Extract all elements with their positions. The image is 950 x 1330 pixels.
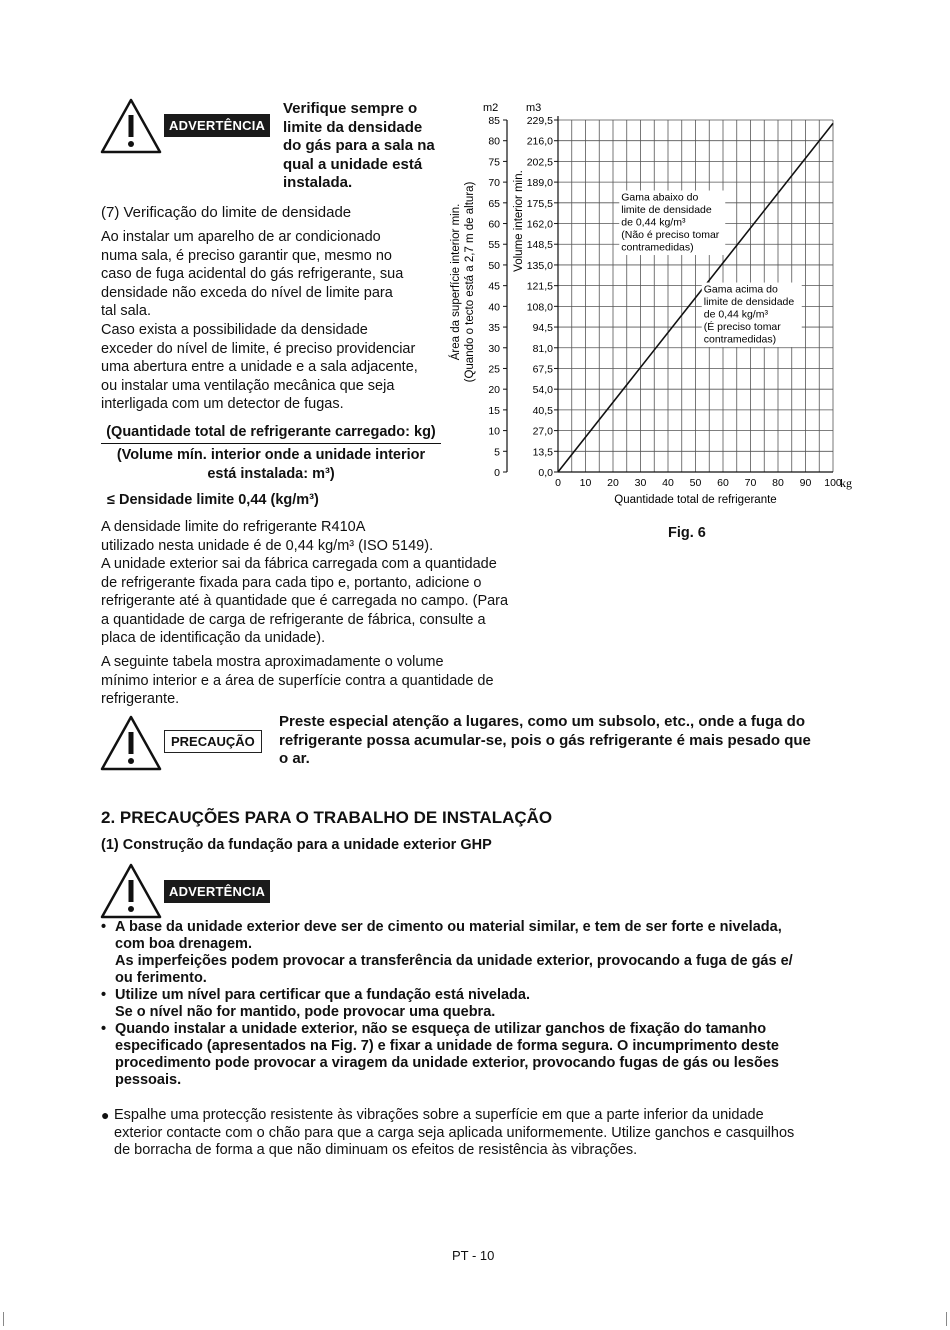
x-tick-label: 100	[824, 477, 842, 489]
section7-title: (7) Verificação do limite de densidade	[101, 204, 352, 221]
section7-para2: Caso exista a possibilidade da densidade exceder do nível de limite, é preciso providenciar uma abertura entre a unidade e a sala adjacente, ou instalar uma ventilação mecânica que seja interligada com um detector de fugas.	[101, 322, 418, 413]
section2-title: 2. PRECAUÇÕES PARA O TRABALHO DE INSTALAÇÃO	[101, 808, 553, 827]
annotation-text: limite de densidade	[621, 204, 712, 217]
section7-para4: A unidade exterior sai da fábrica carregada com a quantidade de refrigerante fixada para cada tipo e, portanto, adicione o refrigerante até à quantidade que é carregada no campo. (Para a quantidade de carga de refrigerante de fábrica, consulte a placa de identificação da unidade).	[101, 556, 509, 647]
volume-axis-title: Volume interior min.	[513, 170, 525, 272]
x-axis-label: Quantidade total de refrigerante	[614, 494, 777, 506]
area-tick-label: 50	[488, 259, 500, 272]
bullet-dot-icon: •	[101, 1021, 107, 1037]
bullet-dot-icon: •	[101, 919, 107, 935]
x-tick-label: 50	[689, 477, 702, 489]
caution-triangle-icon	[99, 714, 163, 772]
x-tick-label: 20	[607, 477, 619, 489]
area-tick-label: 85	[488, 115, 500, 127]
volume-tick-label: 121,5	[526, 280, 553, 293]
x-tick-label: 70	[744, 477, 757, 489]
volume-tick-label: 108,0	[526, 301, 553, 314]
area-tick-label: 30	[488, 342, 500, 355]
bullet-dot-icon: •	[101, 987, 107, 1003]
area-tick-label: 65	[488, 197, 500, 210]
x-tick-label: 80	[772, 477, 784, 489]
filled-circle-bullet-icon: ●	[101, 1107, 110, 1123]
bullet-item: • Utilize um nível para certificar que a fundação está nivelada. Se o nível não for mantido, pode provocar uma quebra.	[101, 987, 531, 1020]
x-tick-label: 10	[579, 477, 592, 489]
crop-mark	[946, 1312, 947, 1326]
formula-limit: ≤ Densidade limite 0,44 (kg/m³)	[107, 492, 319, 508]
formula-numerator: (Quantidade total de refrigerante carregado: kg)	[106, 424, 436, 440]
area-axis-subtitle: (Quando o tecto está a 2,7 m de altura)	[464, 181, 476, 383]
annotation-text: de 0,44 kg/m³	[703, 308, 768, 321]
x-tick-label: 40	[662, 477, 674, 489]
area-tick-label: 0	[494, 467, 500, 479]
warning-triangle-icon-2	[99, 862, 163, 920]
bullet-item: • A base da unidade exterior deve ser de cimento ou material similar, e tem de ser forte e nivelada, com boa drenagem. As imperfeições podem provocar a transferência da unidade exterior, provocando a fuga de gás e/ ou ferimento.	[101, 919, 793, 986]
x-unit-label: kg	[840, 476, 852, 490]
volume-tick-label: 162,0	[526, 218, 553, 231]
area-tick-label: 55	[488, 239, 500, 252]
area-tick-label: 75	[488, 156, 500, 169]
warning-badge: ADVERTÊNCIA	[164, 114, 270, 137]
volume-tick-label: 54,0	[532, 384, 553, 397]
area-tick-label: 25	[488, 363, 500, 376]
density-chart	[440, 95, 870, 515]
area-tick-label: 60	[488, 218, 500, 231]
area-tick-label: 80	[488, 135, 500, 148]
section7-para1: Ao instalar um aparelho de ar condicionado numa sala, é preciso garantir que, mesmo no caso de fuga acidental do gás refrigerante, sua densidade não exceda do nível de limite para tal sala.	[101, 229, 404, 320]
area-tick-label: 10	[488, 425, 500, 438]
area-tick-label: 5	[494, 446, 500, 459]
warning-triangle-icon	[99, 97, 163, 155]
x-tick-label: 60	[717, 477, 729, 489]
annotation-text: (Não é preciso tomar	[621, 229, 720, 242]
volume-tick-label: 40,5	[532, 404, 553, 417]
annotation-text: de 0,44 kg/m³	[621, 216, 686, 229]
volume-tick-label: 189,0	[526, 177, 553, 190]
formula-denominator: (Volume mín. interior onde a unidade interior está instalada: m³)	[116, 447, 426, 482]
bullet-item: • Quando instalar a unidade exterior, não se esqueça de utilizar ganchos de fixação do tamanho especificado (apresentados na Fig. 7) e fixar a unidade de forma segura. O incumprimento deste procedimento pode provocar a viragem da unidade exterior, provocando fugas de gás ou lesões pessoais.	[101, 1021, 779, 1088]
annotation-text: limite de densidade	[703, 296, 795, 309]
annotation-text: (É preciso tomar	[703, 321, 781, 334]
area-tick-label: 45	[488, 280, 500, 293]
volume-tick-label: 229,5	[526, 115, 553, 127]
area-tick-label: 70	[488, 177, 500, 190]
area-tick-label: 20	[488, 384, 500, 397]
annotation-text: contramedidas)	[621, 241, 694, 254]
volume-tick-label: 94,5	[532, 322, 553, 335]
precaution-text: Preste especial atenção a lugares, como um subsolo, etc., onde a fuga do refrigerante possa acumular-se, pois o gás refrigerante é mais pesado que o ar.	[279, 713, 811, 767]
volume-tick-label: 67,5	[532, 363, 553, 376]
volume-tick-label: 216,0	[526, 135, 553, 148]
volume-tick-label: 27,0	[532, 425, 553, 438]
annotation-text: contramedidas)	[703, 333, 777, 346]
area-axis-title: Área da superfície interior min.	[450, 203, 462, 361]
volume-tick-label: 0,0	[538, 467, 553, 479]
area-tick-label: 35	[488, 322, 500, 335]
volume-unit-label: m3	[526, 102, 542, 114]
figure-caption: Fig. 6	[668, 525, 706, 541]
final-note: ● Espalhe uma protecção resistente às vibrações sobre a superfície em que a parte inferior da unidade exterior contacte com o chão para que a carga seja aplicada uniformemente. Utilize ganchos e casquilhos de borracha de forma a que não diminuam os efeitos de resistência às vibrações.	[101, 1107, 795, 1158]
volume-tick-label: 175,5	[526, 197, 553, 210]
volume-tick-label: 81,0	[532, 342, 553, 355]
annotation-text: Gama abaixo do	[621, 191, 699, 204]
warning-badge-2: ADVERTÊNCIA	[164, 880, 270, 903]
area-unit-label: m2	[483, 102, 499, 114]
warning-bullet-list	[101, 919, 861, 1089]
crop-mark	[3, 1312, 4, 1326]
section7-para5: A seguinte tabela mostra aproximadamente o volume mínimo interior e a área de superfície contra a quantidade de refrigerante.	[101, 654, 494, 708]
x-tick-label: 0	[555, 477, 561, 489]
warning-text: Verifique sempre o limite da densidade do gás para a sala na qual a unidade está instalada.	[283, 100, 435, 191]
volume-tick-label: 13,5	[532, 446, 553, 459]
page-number: PT - 10	[452, 1248, 495, 1263]
x-tick-label: 30	[634, 477, 647, 489]
annotation-text: Gama acima do	[703, 283, 778, 296]
volume-tick-label: 135,0	[526, 259, 553, 272]
section7-para3: A densidade limite do refrigerante R410A utilizado nesta unidade é de 0,44 kg/m³ (ISO 5149).	[101, 519, 434, 554]
x-tick-label: 90	[799, 477, 812, 489]
volume-tick-label: 148,5	[526, 239, 553, 252]
area-tick-label: 40	[488, 301, 500, 314]
fraction-bar	[101, 443, 441, 444]
precaution-badge: PRECAUÇÃO	[164, 730, 262, 753]
area-tick-label: 15	[488, 404, 500, 417]
section2-subtitle: (1) Construção da fundação para a unidade exterior GHP	[101, 837, 492, 853]
volume-tick-label: 202,5	[526, 156, 553, 169]
